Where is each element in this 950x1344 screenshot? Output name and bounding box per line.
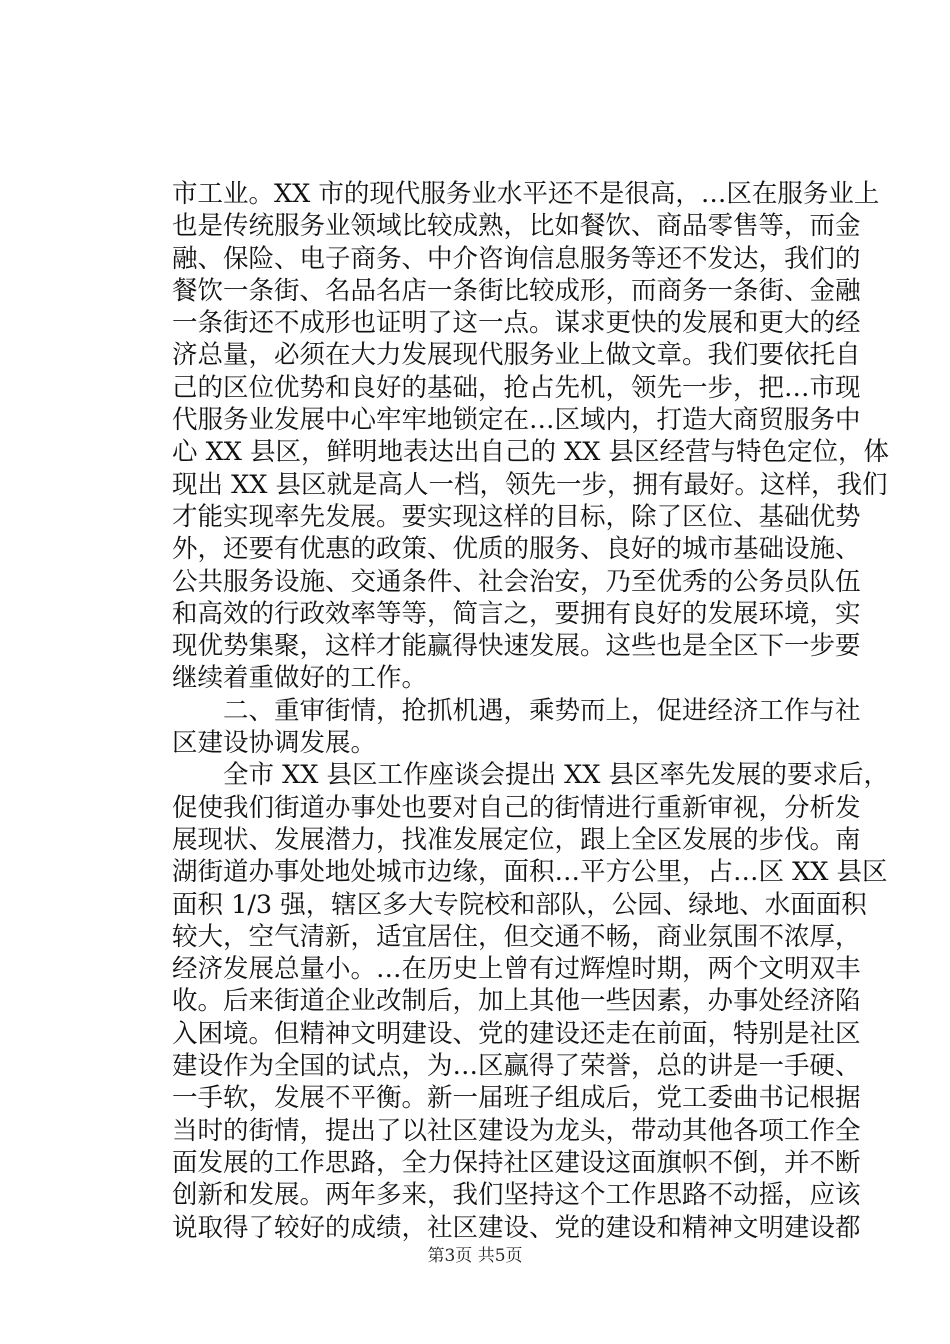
text-line: 现优势集聚，这样才能赢得快速发展。这些也是全区下一步要	[172, 631, 861, 662]
text-line: 继续着重做好的工作。	[172, 663, 428, 694]
text-line: 收。后来街道企业改制后，加上其他一些因素，办事处经济陷	[172, 986, 861, 1017]
text-line: 现出 XX 县区就是高人一档，领先一步，拥有最好。这样，我们	[172, 469, 888, 500]
text-line: 建设作为全国的试点，为…区赢得了荣誉，总的讲是一手硬、	[172, 1051, 861, 1082]
text-line: 融、保险、电子商务、中介咨询信息服务等还不发达，我们的	[172, 243, 861, 274]
text-line: 全市 XX 县区工作座谈会提出 XX 县区率先发展的要求后，	[172, 760, 890, 791]
text-line: 展现状、发展潜力，找准发展定位，跟上全区发展的步伐。南	[172, 824, 861, 855]
text-line: 一手软，发展不平衡。新一届班子组成后，党工委曲书记根据	[172, 1083, 861, 1114]
text-line: 区建设协调发展。	[172, 728, 377, 759]
text-line: 面发展的工作思路，全力保持社区建设这面旗帜不倒，并不断	[172, 1147, 861, 1178]
text-line: 入困境。但精神文明建设、党的建设还走在前面，特别是社区	[172, 1018, 861, 1049]
document-body	[172, 178, 890, 1244]
text-line: 和高效的行政效率等等，简言之，要拥有良好的发展环境，实	[172, 598, 861, 629]
text-line: 济总量，必须在大力发展现代服务业上做文章。我们要依托自	[172, 340, 861, 371]
text-line: 也是传统服务业领域比较成熟，比如餐饮、商品零售等，而金	[172, 211, 861, 242]
page-footer: 第3页 共5页	[427, 1246, 523, 1266]
text-line: 心 XX 县区，鲜明地表达出自己的 XX 县区经营与特色定位，体	[172, 437, 890, 468]
text-line: 当时的街情，提出了以社区建设为龙头，带动其他各项工作全	[172, 1115, 861, 1146]
text-line: 创新和发展。两年多来，我们坚持这个工作思路不动摇，应该	[172, 1180, 861, 1211]
text-line: 代服务业发展中心牢牢地锁定在…区域内，打造大商贸服务中	[172, 405, 861, 436]
text-line: 己的区位优势和良好的基础，抢占先机，领先一步，把…市现	[172, 372, 861, 403]
text-line: 市工业。XX 市的现代服务业水平还不是很高，…区在服务业上	[172, 179, 880, 209]
text-line: 二、重审街情，抢抓机遇，乘势而上，促进经济工作与社	[172, 695, 861, 726]
text-line: 促使我们街道办事处也要对自己的街情进行重新审视，分析发	[172, 792, 861, 823]
text-line: 餐饮一条街、名品名店一条街比较成形，而商务一条街、金融	[172, 275, 861, 306]
text-line: 才能实现率先发展。要实现这样的目标，除了区位、基础优势	[172, 501, 861, 532]
text-line: 一条街还不成形也证明了这一点。谋求更快的发展和更大的经	[172, 308, 861, 339]
text-line: 经济发展总量小。…在历史上曾有过辉煌时期，两个文明双丰	[172, 954, 861, 985]
text-line: 公共服务设施、交通条件、社会治安，乃至优秀的公务员队伍	[172, 566, 861, 597]
text-line: 说取得了较好的成绩，社区建设、党的建设和精神文明建设都	[172, 1212, 861, 1243]
text-line: 较大，空气清新，适宜居住，但交通不畅，商业氛围不浓厚，	[172, 921, 861, 952]
text-line: 湖街道办事处地处城市边缘，面积…平方公里，占…区 XX 县区	[172, 857, 888, 888]
text-line: 面积 1/3 强，辖区多大专院校和部队，公园、绿地、水面面积	[172, 889, 867, 920]
text-line: 外，还要有优惠的政策、优质的服务、良好的城市基础设施、	[172, 534, 861, 565]
